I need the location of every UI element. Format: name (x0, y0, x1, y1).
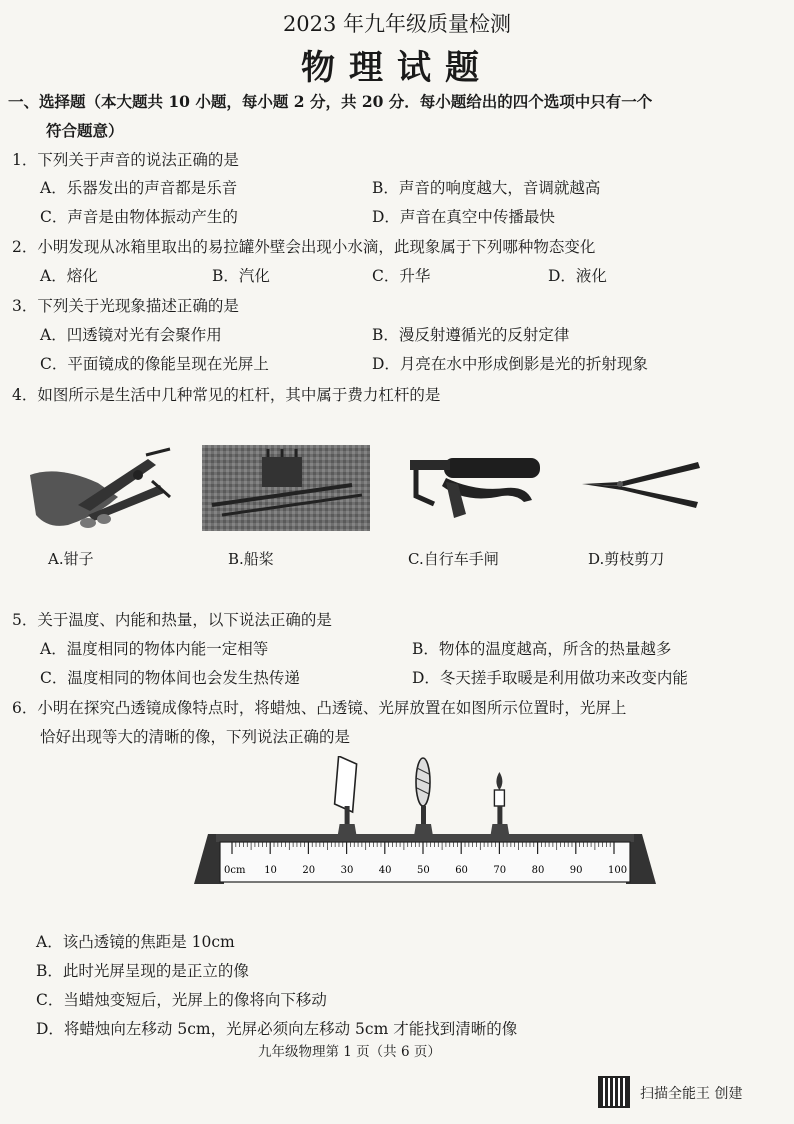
ruler-tick-label: 60 (455, 865, 468, 876)
q5-option-a: A．温度相同的物体内能一定相等 (40, 640, 269, 658)
ruler-tick-label: 70 (493, 865, 507, 876)
ruler-tick-label: 20 (302, 865, 316, 876)
qr-code-icon (598, 1076, 630, 1108)
q5-option-c: C．温度相同的物体间也会发生热传递 (40, 669, 300, 687)
candle (490, 772, 509, 836)
light-screen (335, 756, 357, 836)
q1-option-d: D．声音在真空中传播最快 (372, 208, 555, 226)
convex-lens (414, 758, 433, 836)
ruler-tick-label: 40 (378, 865, 392, 876)
q5-option-d: D．冬天搓手取暖是利用做功来改变内能 (412, 669, 688, 687)
exam-header: 2023 年九年级质量检测 (282, 12, 512, 36)
q1-option-c: C．声音是由物体振动产生的 (40, 208, 238, 226)
q6-stem: 6．小明在探究凸透镜成像特点时，将蜡烛、凸透镜、光屏放置在如图所示位置时，光屏上 (12, 699, 627, 717)
exam-subject-title: 物理试题 (301, 48, 493, 88)
q2-option-c: C．升华 (372, 267, 431, 285)
ruler (220, 842, 630, 882)
q4-caption-c: C.自行车手闸 (408, 550, 499, 568)
q2-option-a: A．熔化 (40, 267, 98, 285)
q3-option-a: A．凹透镜对光有会聚作用 (40, 326, 222, 344)
oar-figure (202, 445, 370, 531)
q1-option-b: B．声音的响度越大，音调就越高 (372, 179, 601, 197)
q1-stem: 1．下列关于声音的说法正确的是 (12, 151, 239, 169)
optical-bench-figure (190, 756, 660, 892)
ruler-unit-label: 0cm (224, 865, 246, 876)
q4-stem: 4．如图所示是生活中几种常见的杠杆，其中属于费力杠杆的是 (12, 386, 441, 404)
bike-brake-figure (406, 452, 540, 520)
pliers-figure (28, 445, 174, 531)
q5-stem: 5．关于温度、内能和热量，以下说法正确的是 (12, 611, 332, 629)
section-heading-cont: 符合题意） (46, 121, 124, 140)
q1-option-a: A．乐器发出的声音都是乐音 (40, 179, 238, 197)
q4-caption-b: B.船桨 (228, 550, 274, 568)
ruler-tick-label: 50 (417, 865, 430, 876)
page-footer: 九年级物理第 1 页（共 6 页） (258, 1044, 441, 1060)
q4-caption-d: D.剪枝剪刀 (588, 550, 665, 568)
pruning-shears-figure (580, 458, 702, 508)
q5-option-b: B．物体的温度越高，所含的热量越多 (412, 640, 672, 658)
q4-caption-a: A.钳子 (48, 550, 94, 568)
q3-option-b: B．漫反射遵循光的反射定律 (372, 326, 570, 344)
q6-stem-cont: 恰好出现等大的清晰的像，下列说法正确的是 (40, 728, 351, 746)
q6-option-b: B．此时光屏呈现的是正立的像 (36, 962, 249, 980)
q3-option-d: D．月亮在水中形成倒影是光的折射现象 (372, 355, 648, 373)
q6-option-d: D．将蜡烛向左移动 5cm，光屏必须向左移动 5cm 才能找到清晰的像 (36, 1020, 518, 1038)
q2-option-d: D．液化 (548, 267, 607, 285)
ruler-tick-label: 10 (264, 865, 277, 876)
q3-stem: 3．下列关于光现象描述正确的是 (12, 297, 239, 315)
q6-option-c: C．当蜡烛变短后，光屏上的像将向下移动 (36, 991, 327, 1009)
ruler-tick-label: 100 (608, 865, 628, 876)
ruler-tick-label: 80 (531, 865, 545, 876)
q3-option-c: C．平面镜成的像能呈现在光屏上 (40, 355, 269, 373)
q2-option-b: B．汽化 (212, 267, 270, 285)
scanner-watermark: 扫描全能王 创建 (640, 1086, 743, 1102)
ruler-tick-label: 90 (569, 865, 583, 876)
ruler-tick-label: 30 (340, 865, 354, 876)
section-heading: 一、选择题（本大题共 10 小题，每小题 2 分，共 20 分．每小题给出的四个选项中只有一个 (8, 92, 653, 111)
q6-option-a: A．该凸透镜的焦距是 10cm (36, 933, 235, 951)
q2-stem: 2．小明发现从冰箱里取出的易拉罐外壁会出现小水滴，此现象属于下列哪种物态变化 (12, 238, 596, 256)
